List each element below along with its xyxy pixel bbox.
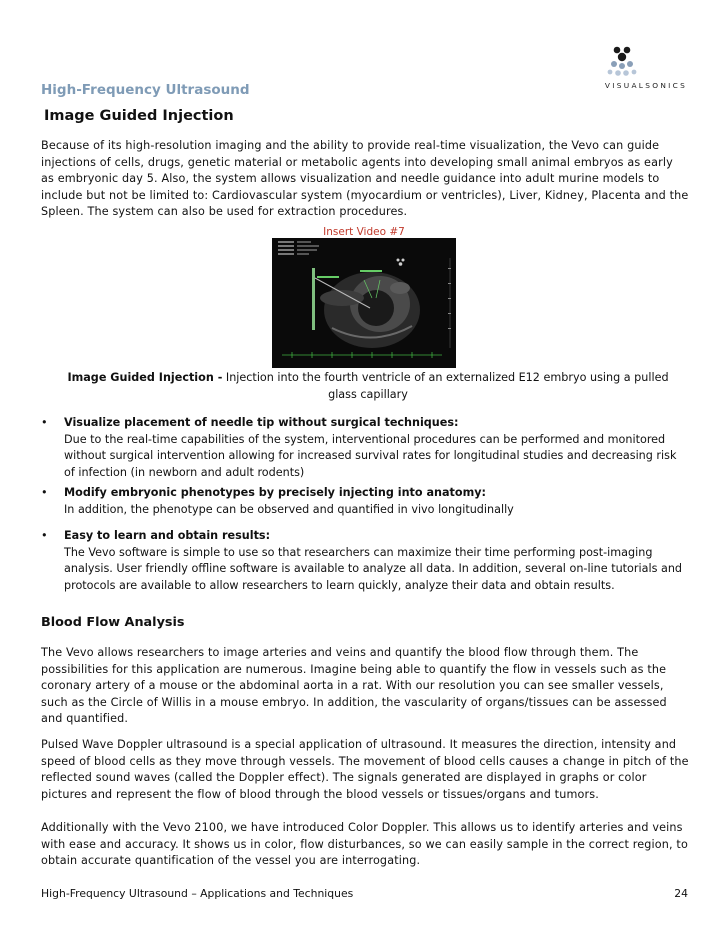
logo-mark-icon [596,44,696,80]
ultrasound-image [272,238,456,368]
caption-text: Injection into the fourth ventricle of an externalized E12 embryo using a pulled glass capillary [222,371,669,401]
bullet-heading: Modify embryonic phenotypes by precisely injecting into anatomy: [64,486,486,499]
bullet-item [41,485,691,519]
blood-flow-paragraph-3: Additionally with the Vevo 2100, we have introduced Color Doppler. This allows us to identify arteries and veins with ease and accuracy. It shows us in color, flow disturbances, so we can easily sample in the correct region, to obtain accurate quantification of the vessel you are interrogating. [41,821,688,868]
visualsonics-logo [596,44,696,94]
bullet-body: Due to the real-time capabilities of the system, interventional procedures can be performed and monitored without surgical intervention allowing for increased survival rates for longitudinal studies and decreasing risk of infection (in newborn and adult rodents) [64,432,677,479]
footer-title: High-Frequency Ultrasound – Applications and Techniques [41,887,354,900]
caption-bold: Image Guided Injection - [67,371,223,384]
bullet-dot-icon: • [41,529,48,542]
bullet-dot-icon: • [41,486,48,499]
section-title: High-Frequency Ultrasound [41,82,250,98]
subsection-title: Image Guided Injection [44,108,234,124]
logo-wordmark: VISUALSONICS [604,81,688,90]
ultrasound-video-frame[interactable] [272,238,456,368]
bullet-body: The Vevo software is simple to use so that researchers can maximize their time performing post-imaging analysis. User friendly offline software is available to analyze all data. In addition, several on-line tutorials and protocols are available to allow researchers to learn quickly, analyze their data and obtain results. [64,545,683,592]
video-placeholder-label: Insert Video #7 [323,226,405,238]
bullet-heading: Visualize placement of needle tip without surgical techniques: [64,416,459,429]
blood-flow-paragraph-2: Pulsed Wave Doppler ultrasound is a special application of ultrasound. It measures the direction, intensity and speed of blood cells as they move through vessels. The movement of blood cells causes a change in pitch of the reflected sound waves (called the Doppler effect). The signals generated are displayed in graphs or color pictures and represent the flow of blood through the blood vessels or tissues/organs and tumors. [41,738,689,801]
bullet-heading: Easy to learn and obtain results: [64,529,271,542]
blood-flow-heading: Blood Flow Analysis [41,615,185,630]
page-number: 24 [674,887,688,900]
figure-caption [52,370,684,403]
bullet-body: In addition, the phenotype can be observed and quantified in vivo longitudinally [64,502,514,516]
bullet-item [41,528,691,604]
blood-flow-paragraph-1: The Vevo allows researchers to image arteries and veins and quantify the blood flow through them. The possibilities for this application are numerous. Imagine being able to quantify the flow in vessels such as the coronary artery of a mouse or the abdominal aorta in a rat. With our resolution you can see smaller vessels, such as the Circle of Willis in a mouse embryo. In addition, the vascularity of organs/tissues can be assessed and quantified. [41,646,667,726]
bullet-item [41,415,691,479]
intro-paragraph: Because of its high-resolution imaging and the ability to provide real-time visualization, the Vevo can guide injections of cells, drugs, genetic material or metabolic agents into developing small animal embryos as early as embryonic day 5. Also, the system allows visualization and needle guidance into adult murine models to include but not be limited to: Cardiovascular system (myocardium or ventricles), Liver, Kidney, Placenta and the Spleen. The system can also be used for extraction procedures. [41,139,689,219]
bullet-dot-icon: • [41,416,48,429]
